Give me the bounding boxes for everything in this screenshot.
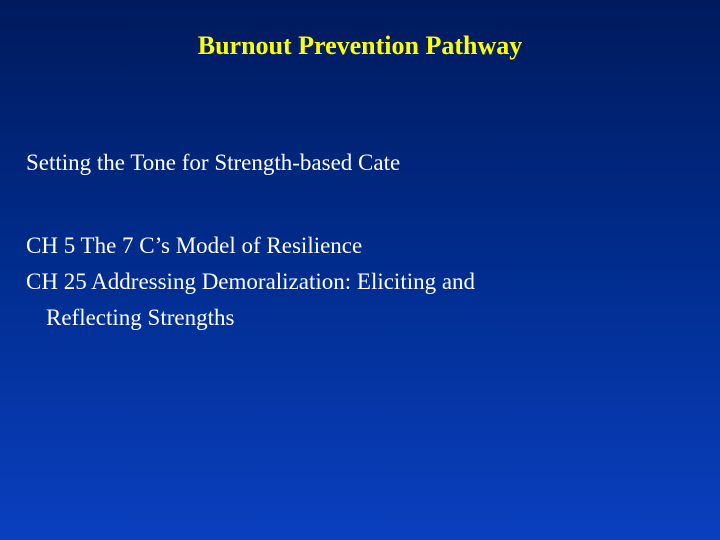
chapter-item-25-continuation: Reflecting Strengths bbox=[46, 305, 235, 330]
slide-subtitle: Setting the Tone for Strength-based Cate bbox=[26, 150, 401, 175]
chapter-item-25: CH 25 Addressing Demoralization: Eliciting and bbox=[26, 269, 476, 294]
chapter-list bbox=[26, 228, 706, 336]
slide-title: Burnout Prevention Pathway bbox=[197, 31, 523, 60]
chapter-item-5: CH 5 The 7 C’s Model of Resilience bbox=[26, 233, 363, 258]
